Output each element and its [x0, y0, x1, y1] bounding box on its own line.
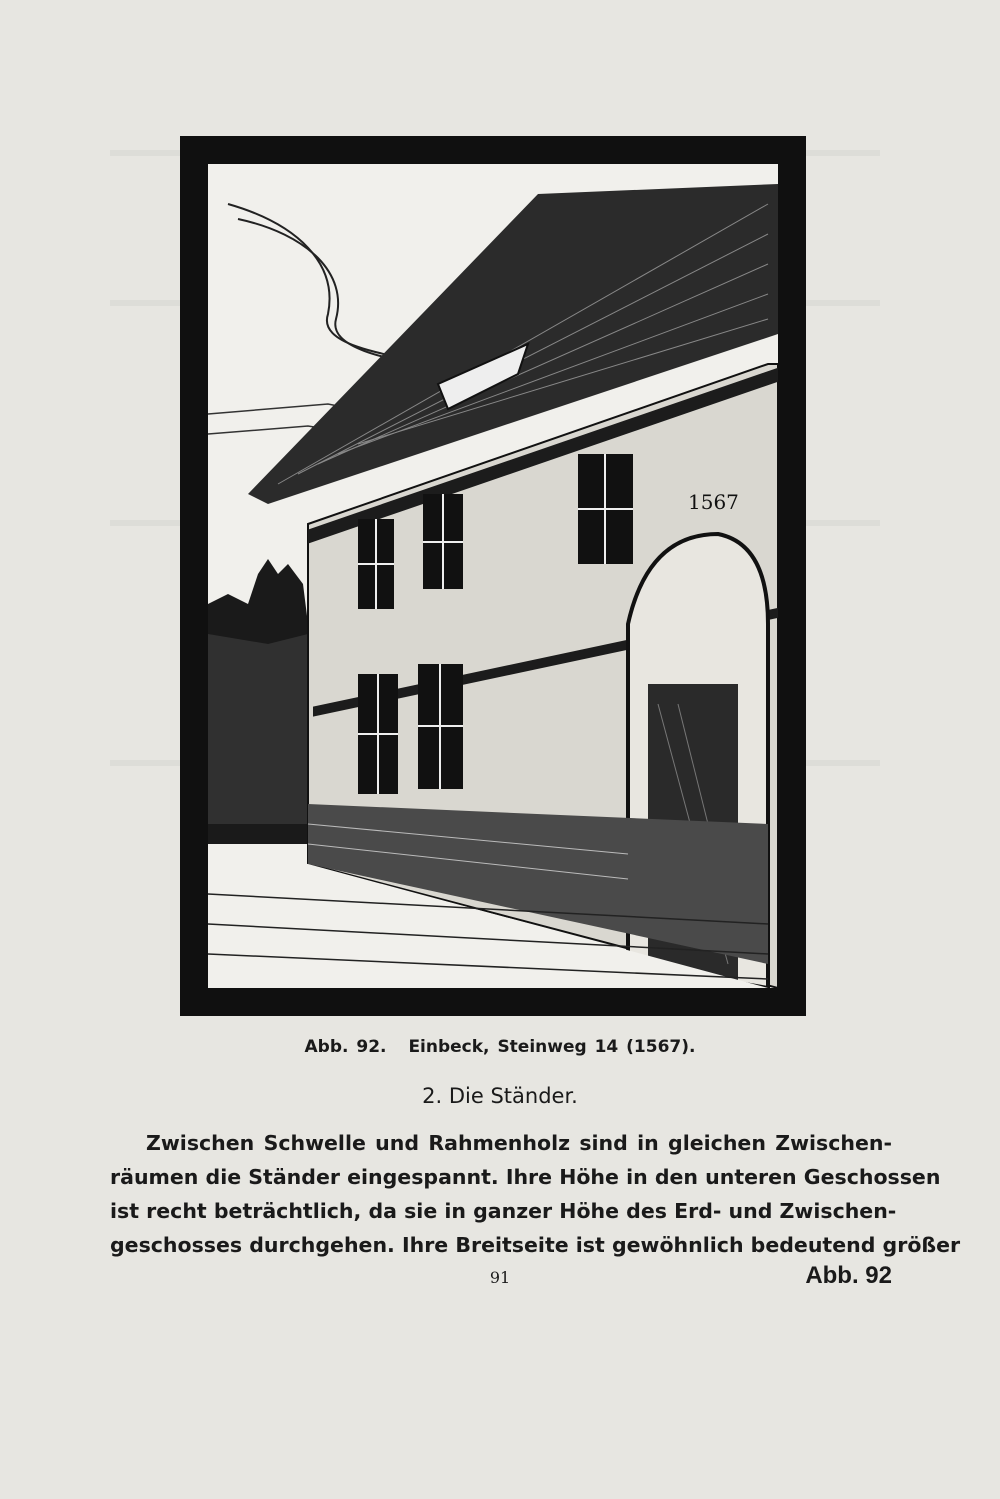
figure-label: Abb. 92	[805, 1262, 892, 1289]
house-drawing	[208, 164, 778, 988]
date-inscription: 1567	[688, 490, 739, 514]
figure-illustration	[208, 164, 778, 988]
body-paragraph	[110, 1126, 961, 1262]
section-heading: 2. Die Ständer.	[422, 1084, 578, 1108]
paragraph-line: Zwischen Schwelle und Rahmenholz sind in gleichen Zwischen-	[146, 1131, 892, 1155]
figure-caption	[0, 1037, 1000, 1057]
caption-label: Abb. 92.	[304, 1037, 387, 1057]
page-number: 91	[489, 1268, 511, 1287]
paragraph-line: geschosses durchgehen. Ihre Breitseite ist gewöhnlich bedeutend größer	[110, 1233, 961, 1257]
paragraph-line: räumen die Ständer eingespannt. Ihre Höhe in den unteren Geschossen	[110, 1165, 941, 1189]
figure-frame	[180, 136, 806, 1016]
paragraph-line: ist recht beträchtlich, da sie in ganzer Höhe des Erd- und Zwischen-	[110, 1199, 897, 1223]
caption-text: Einbeck, Steinweg 14 (1567).	[408, 1037, 696, 1057]
